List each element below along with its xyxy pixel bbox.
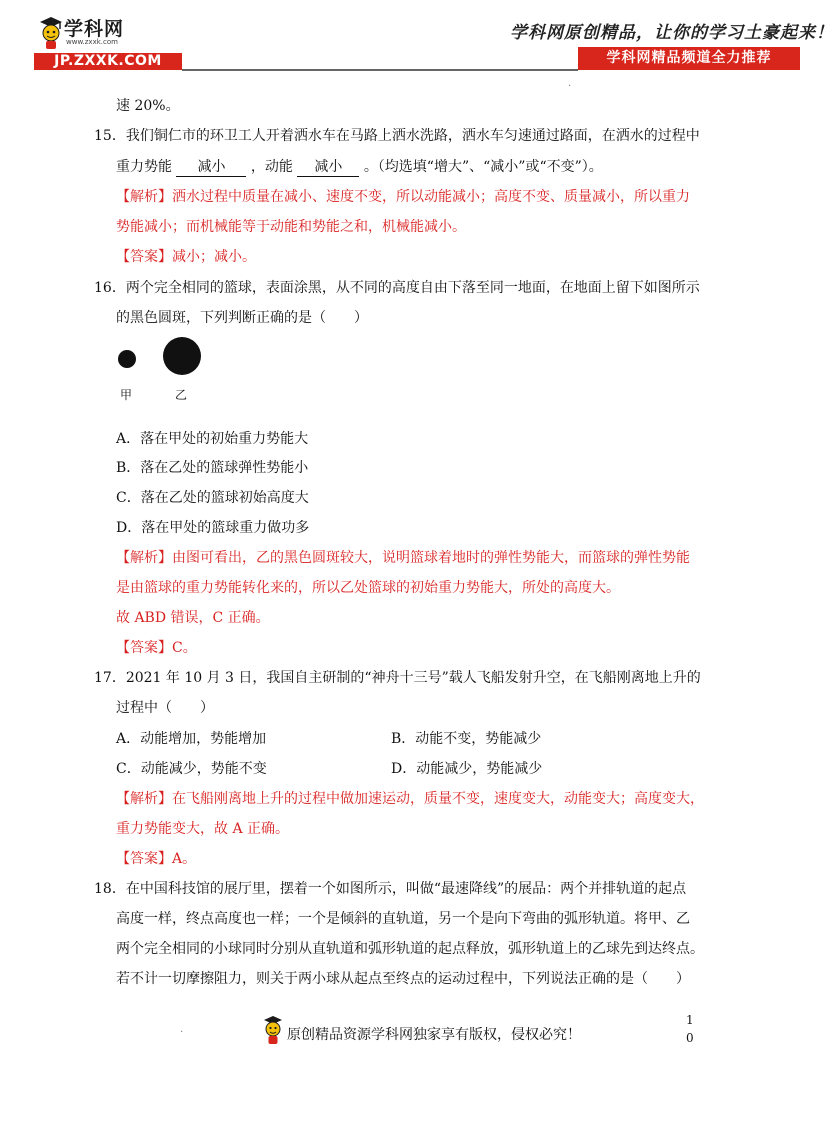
q16-answer: 【答案】C。 (116, 640, 197, 656)
q15-blank-2: 减小 (297, 158, 359, 177)
q15-stem-line-1: 15．我们铜仁市的环卫工人开着洒水车在马路上洒水洗路，洒水车匀速通过路面，在洒水的过程中 (94, 128, 700, 144)
logo-text: 学科网 (64, 18, 125, 40)
copyright-notice: 原创精品资源学科网独家享有版权，侵权必究！ (287, 1027, 581, 1043)
logo-url: www.zxxk.com (66, 38, 118, 46)
logo-domain-bar: JP.ZXXK.COM (34, 53, 182, 70)
header-divider (182, 69, 578, 71)
spot-jia (118, 350, 136, 368)
q15-stem-text-a: 重力势能 (116, 159, 172, 175)
q16-analysis-line-3: 故 ABD 错误，C 正确。 (116, 610, 270, 626)
q17-option-c: C．动能减少，势能不变 (116, 761, 267, 777)
footer-tick: . (180, 1024, 184, 1035)
page-header (0, 0, 834, 89)
q18-line-1: 18．在中国科技馆的展厅里，摆着一个如图所示，叫做“最速降线”的展品：两个并排轨道的起点 (94, 881, 687, 897)
q18-line-3: 两个完全相同的小球同时分别从直轨道和弧形轨道的起点释放，弧形轨道上的乙球先到达终点。 (116, 941, 704, 957)
q16-option-b: B．落在乙处的篮球弹性势能小 (116, 460, 309, 476)
q17-analysis-line-2: 重力势能变大，故 A 正确。 (116, 821, 290, 837)
q17-stem-line-1: 17．2021 年 10 月 3 日，我国自主研制的“神舟十三号”载人飞船发射升空，在飞船刚离地上升的 (94, 670, 701, 686)
q15-analysis-line-2: 势能减小；而机械能等于动能和势能之和，机械能减小。 (116, 219, 466, 235)
label-yi: 乙 (175, 388, 188, 402)
label-jia: 甲 (120, 388, 133, 402)
q17-option-a: A．动能增加，势能增加 (116, 731, 267, 747)
q16-option-d: D．落在甲处的篮球重力做功多 (116, 520, 310, 536)
q15-analysis-line-1: 【解析】洒水过程中质量在减小、速度不变，所以动能减小；高度不变、质量减小，所以重力 (116, 189, 690, 205)
q16-option-a: A．落在甲处的初始重力势能大 (116, 431, 309, 447)
q17-stem-line-2: 过程中（ ） (116, 700, 214, 716)
q18-line-2: 高度一样，终点高度也一样；一个是倾斜的直轨道，另一个是向下弯曲的弧形轨道。将甲、乙 (116, 911, 690, 927)
q15-blank-1: 减小 (176, 158, 246, 177)
q17-option-d: D．动能减少，势能减少 (391, 761, 543, 777)
q16-stem-line-2: 的黑色圆斑，下列判断正确的是（ ） (116, 310, 368, 326)
q16-analysis-line-2: 是由篮球的重力势能转化来的，所以乙处篮球的初始重力势能大，所处的高度大。 (116, 580, 620, 596)
q15-stem-text-c: 。（均选填“增大”、“减小”或“不变”）。 (363, 159, 603, 175)
carry-over-line: 速 20%。 (116, 98, 180, 114)
q15-stem-text-b: ，动能 (250, 159, 293, 175)
mascot-icon (262, 1015, 284, 1045)
q15-stem-line-2 (116, 158, 603, 177)
mascot-icon (38, 16, 64, 50)
q16-stem-line-1: 16．两个完全相同的篮球，表面涂黑，从不同的高度自由下落至同一地面，在地面上留下如图所示 (94, 280, 700, 296)
q16-option-c: C．落在乙处的篮球初始高度大 (116, 490, 309, 506)
page-number-digit-1: 1 (686, 1013, 694, 1027)
q16-analysis-line-1: 【解析】由图可看出，乙的黑色圆斑较大，说明篮球着地时的弹性势能大，而篮球的弹性势能 (116, 550, 690, 566)
q17-answer: 【答案】A。 (116, 851, 197, 867)
q17-option-b: B．动能不变，势能减少 (391, 731, 542, 747)
header-slogan: 学科网原创精品，让你的学习土豪起来！ (510, 23, 834, 43)
spot-yi (163, 337, 201, 375)
channel-banner: 学科网精品频道全力推荐 (578, 47, 800, 70)
q17-analysis-line-1: 【解析】在飞船刚离地上升的过程中做加速运动，质量不变，速度变大，动能变大；高度变大， (116, 791, 704, 807)
q15-answer: 【答案】减小；减小。 (116, 249, 256, 265)
header-tick: . (568, 78, 572, 89)
page-number-digit-2: 0 (686, 1031, 694, 1045)
q18-line-4: 若不计一切摩擦阻力，则关于两小球从起点至终点的运动过程中，下列说法正确的是（ ） (116, 971, 690, 987)
